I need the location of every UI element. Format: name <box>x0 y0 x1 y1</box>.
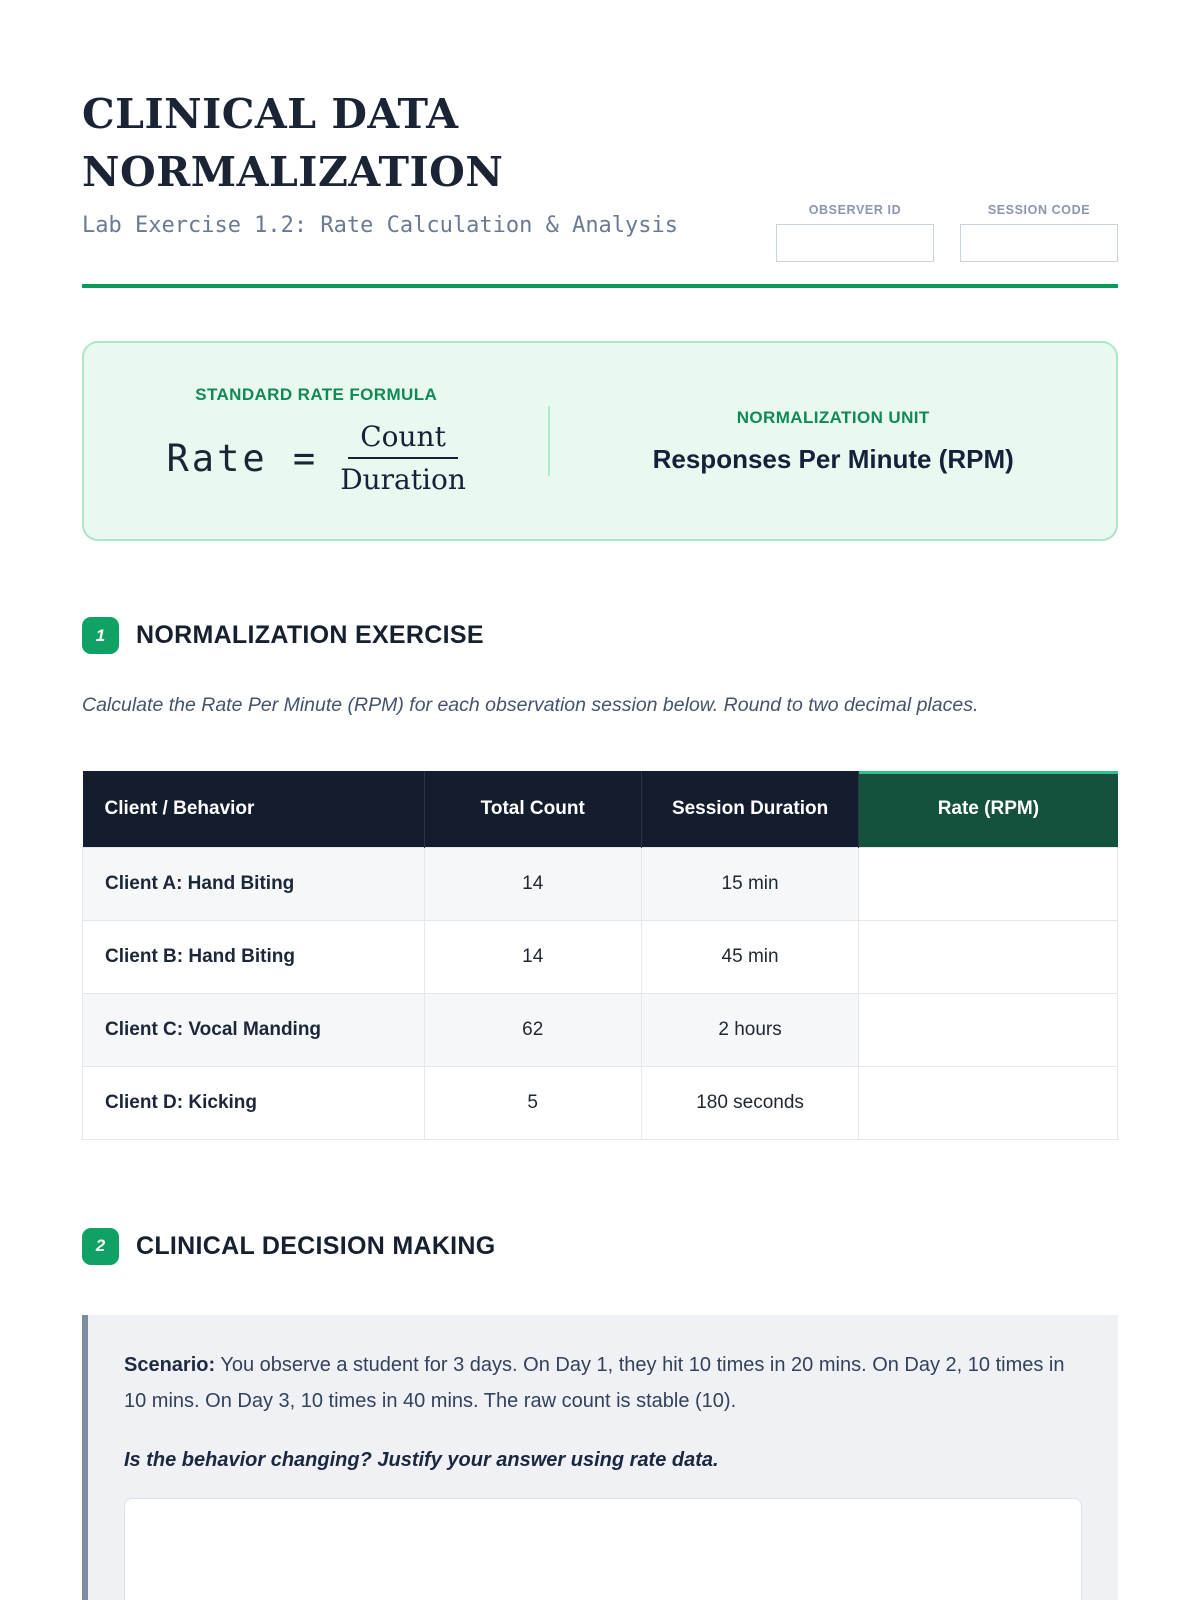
section-2-badge: 2 <box>82 1228 119 1265</box>
formula-fraction <box>340 419 466 497</box>
table-row <box>83 847 1118 920</box>
cell-rate-answer[interactable] <box>859 993 1118 1066</box>
scenario-body: You observe a student for 3 days. On Day 1, they hit 10 times in 20 mins. On Day 2, 10 times in 10 mins. On Day 3, 10 times in 40 mins. The raw count is stable (10). <box>124 1353 1065 1412</box>
cell-client: Client B: Hand Biting <box>83 920 425 993</box>
formula-label: STANDARD RATE FORMULA <box>195 385 438 404</box>
cell-rate-answer[interactable] <box>859 847 1118 920</box>
unit-value: Responses Per Minute (RPM) <box>652 443 1014 474</box>
cell-duration: 2 hours <box>641 993 858 1066</box>
section-2-header <box>82 1228 1118 1265</box>
cell-duration: 180 seconds <box>641 1066 858 1139</box>
cell-duration: 45 min <box>641 920 858 993</box>
cell-client: Client A: Hand Biting <box>83 847 425 920</box>
cell-client: Client D: Kicking <box>83 1066 425 1139</box>
cell-count: 14 <box>424 920 641 993</box>
scenario-answer-textarea[interactable] <box>124 1498 1082 1600</box>
table-row <box>83 993 1118 1066</box>
section-1-badge: 1 <box>82 617 119 654</box>
col-header-duration: Session Duration <box>641 771 858 847</box>
section-2-title: CLINICAL DECISION MAKING <box>136 1231 496 1260</box>
cell-rate-answer[interactable] <box>859 920 1118 993</box>
page-title-line2: NORMALIZATION <box>82 148 504 197</box>
col-header-count: Total Count <box>424 771 641 847</box>
rate-formula <box>167 419 466 497</box>
cell-count: 14 <box>424 847 641 920</box>
header <box>82 85 1118 262</box>
scenario-label: Scenario: <box>124 1353 216 1376</box>
formula-card <box>82 341 1118 541</box>
fraction-numerator: Count <box>348 419 458 459</box>
cell-duration: 15 min <box>641 847 858 920</box>
scenario-text <box>124 1347 1082 1419</box>
scenario-question: Is the behavior changing? Justify your answer using rate data. <box>124 1448 719 1471</box>
title-block <box>82 85 722 244</box>
scenario-box <box>82 1315 1118 1600</box>
col-header-client: Client / Behavior <box>83 771 425 847</box>
header-fields <box>776 203 1118 262</box>
table-row <box>83 1066 1118 1139</box>
session-code-field-group <box>960 203 1118 262</box>
unit-section <box>550 408 1116 475</box>
page-title <box>82 85 722 201</box>
section-1-header <box>82 617 1118 654</box>
table-header-row <box>83 771 1118 847</box>
observer-id-input[interactable] <box>776 224 934 262</box>
table-row <box>83 920 1118 993</box>
col-header-rate: Rate (RPM) <box>859 771 1118 847</box>
exercise-table <box>82 771 1118 1140</box>
formula-lhs: Rate = <box>166 436 319 480</box>
observer-id-label: OBSERVER ID <box>808 203 902 217</box>
cell-count: 5 <box>424 1066 641 1139</box>
cell-rate-answer[interactable] <box>859 1066 1118 1139</box>
cell-client: Client C: Vocal Manding <box>83 993 425 1066</box>
fraction-denominator: Duration <box>340 463 466 496</box>
unit-label: NORMALIZATION UNIT <box>736 407 930 427</box>
header-divider <box>82 284 1118 288</box>
page-subtitle: Lab Exercise 1.2: Rate Calculation & Analysis <box>82 213 679 239</box>
section-1-instructions: Calculate the Rate Per Minute (RPM) for each observation session below. Round to two decimal places. <box>82 694 979 716</box>
section-1-title: NORMALIZATION EXERCISE <box>136 621 484 649</box>
session-code-input[interactable] <box>960 224 1118 262</box>
page-title-line1: CLINICAL DATA <box>82 90 459 138</box>
cell-count: 62 <box>424 993 641 1066</box>
formula-section <box>84 385 548 497</box>
session-code-label: SESSION CODE <box>987 203 1091 217</box>
observer-id-field-group <box>776 203 934 262</box>
